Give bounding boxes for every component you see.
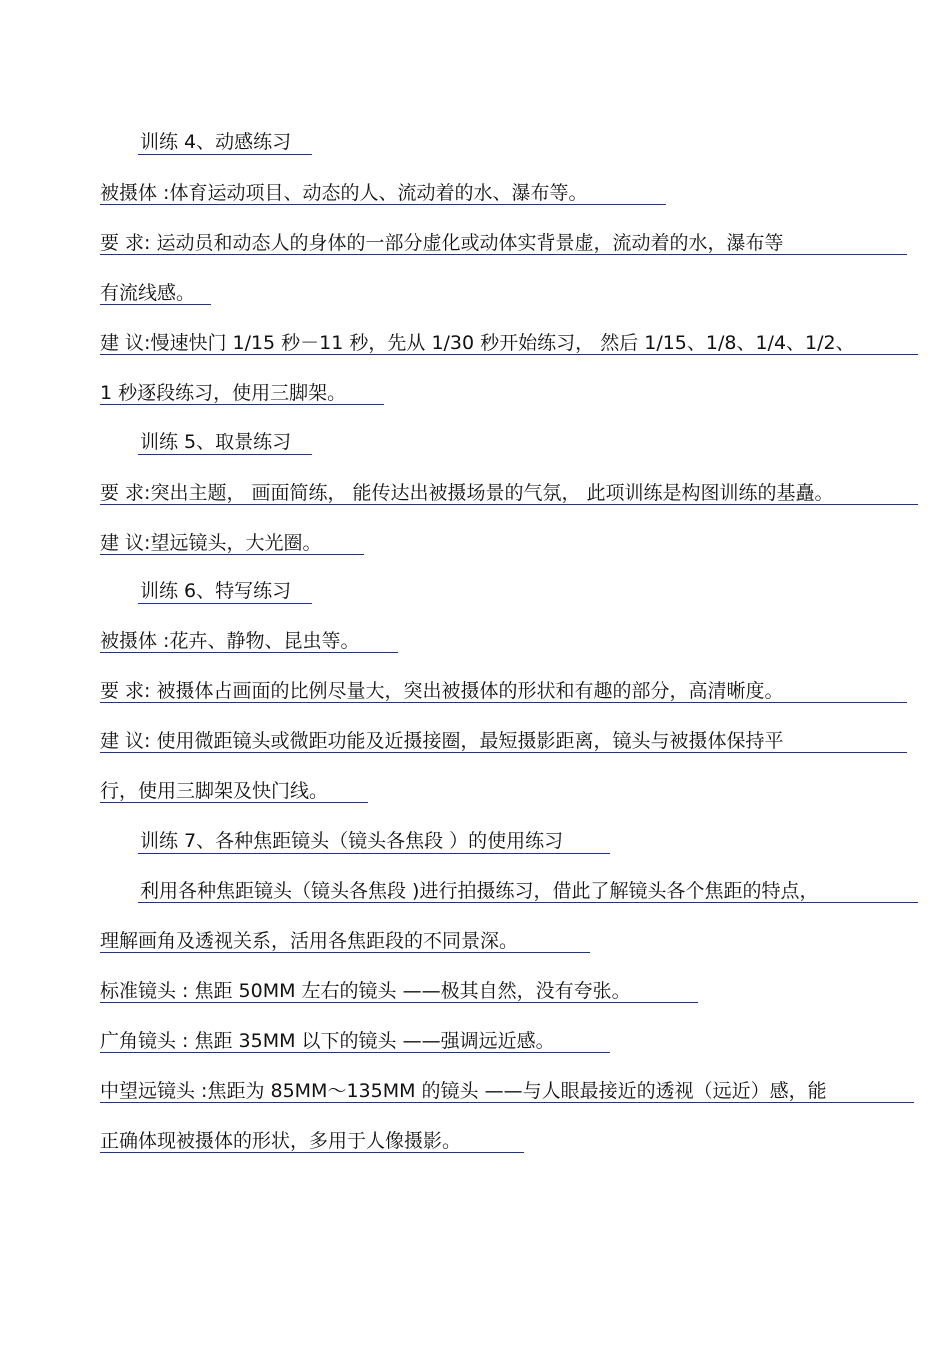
underline (100, 1152, 524, 1153)
text-line-wide-angle-lens: 广角镜头 : 焦距 35MM 以下的镜头 ——强调远近感。 (100, 1030, 555, 1052)
underline (100, 1002, 698, 1003)
text-line-subject-4: 被摄体 :体育运动项目、动态的人、流动着的水、瀑布等。 (100, 182, 588, 204)
underline (100, 952, 590, 953)
text-line-suggestion-6b: 行，使用三脚架及快门线。 (100, 780, 329, 802)
underline (100, 254, 907, 255)
underline (138, 902, 918, 903)
underline (100, 504, 918, 505)
underline (100, 354, 918, 355)
underline (100, 554, 364, 555)
text-line-suggestion-4b: 1 秒逐段练习，使用三脚架。 (100, 382, 347, 404)
underline (100, 304, 211, 305)
underline (100, 204, 666, 205)
text-line-requirement-5: 要 求:突出主题， 画面简练， 能传达出被摄场景的气氛， 此项训练是构图训练的基矗。 (100, 482, 834, 504)
underline (100, 1052, 610, 1053)
underline (100, 404, 384, 405)
underline (100, 652, 398, 653)
text-line-training-7-intro-b: 理解画角及透视关系，活用各焦距段的不同景深。 (100, 930, 519, 952)
text-line-suggestion-6a: 建 议: 使用微距镜头或微距功能及近摄接圈，最短摄影距离，镜头与被摄体保持平 (100, 730, 784, 752)
heading-training-7: 训练 7、各种焦距镜头（镜头各焦段 ）的使用练习 (140, 830, 564, 852)
text-line-suggestion-4a: 建 议:慢速快门 1/15 秒－11 秒，先从 1/30 秒开始练习， 然后 1/15、1/8、1/4、1/2、 (100, 332, 855, 354)
text-line-requirement-4a: 要 求: 运动员和动态人的身体的一部分虚化或动体实背景虚，流动着的水，瀑布等 (100, 232, 784, 254)
text-line-telephoto-lens-a: 中望远镜头 :焦距为 85MM～135MM 的镜头 ——与人眼最接近的透视（远近）感，能 (100, 1080, 827, 1102)
underline (138, 853, 610, 854)
text-line-suggestion-5: 建 议:望远镜头，大光圈。 (100, 532, 322, 554)
text-line-requirement-4b: 有流线感。 (100, 282, 196, 304)
underline (138, 154, 312, 155)
heading-training-5: 训练 5、取景练习 (140, 431, 292, 453)
text-line-standard-lens: 标准镜头 : 焦距 50MM 左右的镜头 ——极其自然，没有夸张。 (100, 980, 631, 1002)
underline (138, 603, 312, 604)
underline (100, 702, 907, 703)
heading-training-6: 训练 6、特写练习 (140, 580, 292, 602)
text-line-telephoto-lens-b: 正确体现被摄体的形状，多用于人像摄影。 (100, 1130, 462, 1152)
text-line-requirement-6: 要 求: 被摄体占画面的比例尽量大，突出被摄体的形状和有趣的部分，高清晰度。 (100, 680, 784, 702)
heading-training-4: 训练 4、动感练习 (140, 131, 292, 153)
underline (100, 1102, 914, 1103)
underline (100, 752, 907, 753)
text-line-training-7-intro-a: 利用各种焦距镜头（镜头各焦段 )进行拍摄练习，借此了解镜头各个焦距的特点， (140, 880, 819, 902)
underline (100, 802, 368, 803)
underline (138, 454, 312, 455)
text-line-subject-6: 被摄体 :花卉、静物、昆虫等。 (100, 630, 360, 652)
